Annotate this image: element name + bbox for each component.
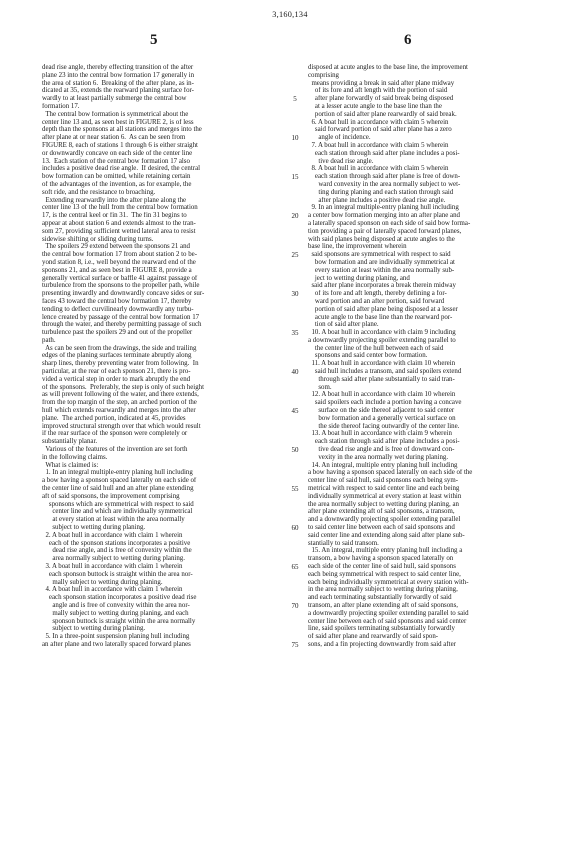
text-line: the center line of said hull and an after plane extending: [42, 485, 194, 493]
text-line: dead rise angle, and is free of convexity within the: [42, 547, 192, 555]
text-line: metrical with respect to said center line and each being: [308, 485, 460, 493]
text-line: center line of said hull, said sponsons each being sym-: [308, 477, 459, 485]
text-line: center line 13 of the hull from the central bow formation: [42, 204, 198, 212]
text-line: bow formation and a generally vertical surface on: [308, 414, 456, 422]
text-line: 13. A boat hull in accordance with claim 9 wherein: [308, 430, 452, 438]
text-line: area normally subject to wetting during planing.: [42, 555, 185, 563]
text-line: a downwardly projecting spoiler extending parallel to said: [308, 609, 469, 617]
text-line: in the area normally subject to wetting during planing,: [308, 586, 458, 594]
line-number: 35: [291, 329, 299, 338]
text-line: subject to wetting during planing.: [42, 524, 146, 532]
line-number: 20: [291, 212, 299, 221]
text-line: subject to wetting during planing.: [42, 625, 146, 633]
text-line: center line and which are individually symmetrical: [42, 508, 193, 516]
text-line: tending to deflect curvilinearly downwardly any turbu-: [42, 305, 194, 313]
text-line: of the sponsons. Preferably, the step is only of such height: [42, 383, 205, 391]
text-line: 1. In an integral multiple-entry planing hull including: [42, 469, 193, 477]
text-line: particular, at the rear of each sponson 21, there is pro-: [42, 368, 191, 376]
text-line: or downwardly concave on each side of the center line: [42, 149, 193, 157]
text-line: center line 13 and, as seen best in FIGURE 2, is of less: [42, 118, 194, 126]
text-line: portion of said after plane being disposed at a lesser: [308, 305, 458, 313]
text-line: a downwardly projecting spoiler extending parallel to: [308, 336, 456, 344]
page-number-right: 6: [404, 32, 412, 48]
line-number: 45: [291, 407, 299, 416]
text-line: as will prevent following of the water, and there extends,: [42, 391, 199, 399]
text-line: lence created by passage of the central bow formation 17: [42, 313, 200, 321]
text-line: every station at least within the area normally sub-: [308, 266, 455, 274]
text-line: base line, the improvement wherein: [308, 243, 407, 251]
right-column: [308, 64, 544, 846]
text-line: As can be seen from the drawings, the side and trailing: [42, 344, 197, 352]
text-line: The central bow formation is symmetrical about the: [42, 110, 189, 118]
text-line: edges of the planing surfaces terminate abruptly along: [42, 352, 192, 360]
text-line: tive dead rise angle.: [308, 157, 374, 165]
text-line: ting during planing and each station through said: [308, 188, 454, 196]
text-line: at every station at least within the area normally: [42, 516, 185, 524]
text-line: sidewise shifting or sliding during turns.: [42, 235, 154, 243]
text-line: said sponsons are symmetrical with respect to said: [308, 251, 451, 259]
text-line: generally vertical surface or baffle 41 against passage of: [42, 274, 198, 282]
text-line: after plane includes a positive dead rise angle.: [308, 196, 446, 204]
text-line: a bow having a sponson spaced laterally on each side of: [42, 477, 197, 485]
text-line: said hull includes a transom, and said spoilers extend: [308, 368, 462, 376]
text-line: includes a positive dead rise angle. If desired, the central: [42, 165, 201, 173]
text-line: soft ride, and the resistance to broaching.: [42, 188, 156, 196]
text-line: the central bow formation 17 from about station 2 to be-: [42, 251, 197, 259]
text-line: The spoilers 29 extend between the sponsons 21 and: [42, 243, 190, 251]
text-line: ward convexity in the area normally subject to wet-: [308, 180, 461, 188]
line-number: 70: [291, 602, 299, 611]
text-line: ject to wetting during planing, and: [308, 274, 410, 282]
text-line: line, said spoilers terminating substantially forwardly: [308, 625, 455, 633]
text-line: 6. A boat hull in accordance with claim 5 wherein: [308, 118, 449, 126]
text-line: transom, an after plane extending aft of said sponsons,: [308, 601, 459, 609]
text-line: 13. Each station of the central bow formation 17 also: [42, 157, 190, 165]
text-line: the side thereof facing outwardly of the center line.: [308, 422, 460, 430]
text-line: dead rise angle, thereby effecting transition of the after: [42, 64, 194, 71]
text-line: Extending rearwardly into the after plane along the: [42, 196, 187, 204]
text-line: in the following claims.: [42, 453, 108, 461]
text-line: 8. A boat hull in accordance with claim 5 wherein: [308, 165, 449, 173]
text-line: plane 23 into the central bow formation 17 generally in: [42, 71, 195, 79]
text-line: mally subject to wetting during planing.: [42, 578, 163, 586]
text-line: an after plane and two laterally spaced forward planes: [42, 640, 191, 648]
text-line: after plane extending aft of said sponsons, a transom,: [308, 508, 455, 516]
text-line: individually symmetrical at every station at least within: [308, 492, 462, 500]
text-line: each of the sponson stations incorporates a positive: [42, 539, 191, 547]
text-line: each being individually symmetrical at every station with-: [308, 578, 469, 586]
line-number-gutter: [284, 64, 306, 846]
text-line: with said planes being disposed at acute angles to the: [308, 235, 455, 243]
text-line: 2. A boat hull in accordance with claim 1 wherein: [42, 531, 183, 539]
text-line: said after plane incorporates a break therein midway: [308, 282, 456, 290]
text-line: path.: [42, 336, 56, 344]
text-line: 11. A boat hull in accordance with claim 10 wherein: [308, 360, 456, 368]
text-line: a center bow formation merging into an after plane and: [308, 212, 460, 220]
text-line: 17, is the central keel or fin 31. The fin 31 begins to: [42, 212, 187, 220]
line-number: 15: [291, 173, 299, 182]
text-line: through the water, and thereby permitting passage of such: [42, 321, 202, 329]
text-line: said forward portion of said after plane has a zero: [308, 126, 452, 134]
text-line: 3. A boat hull in accordance with claim 1 wherein: [42, 563, 183, 570]
text-line: 12. A boat hull in accordance with claim 10 wherein: [308, 391, 456, 399]
text-line: wardly to at least partially submerge the central bow: [42, 95, 187, 103]
line-number: 10: [291, 134, 299, 143]
text-line: a laterally spaced sponson on each side of said bow forma-: [308, 219, 471, 227]
text-line: center line between each of said sponsons and said center: [308, 617, 467, 625]
text-line: if the rear surface of the sponson were completely or: [42, 430, 188, 438]
text-line: and a downwardly projecting spoiler extending parallel: [308, 516, 461, 524]
text-line: through said after plane substantially to said tran-: [308, 375, 455, 383]
line-number: 40: [291, 368, 299, 377]
text-line: tive dead rise angle and is free of downward con-: [308, 446, 455, 454]
text-line: ward portion and an after portion, said forward: [308, 297, 445, 305]
text-line: dicated at 35, extends the rearward planing surface for-: [42, 87, 194, 95]
text-line: appear at about station 6 and extends almost to the tran-: [42, 219, 196, 227]
text-line: plane. The arched portion, indicated at 45, provides: [42, 414, 186, 422]
text-line: sponsons and said center bow formation.: [308, 352, 428, 360]
text-line: bow formation can be omitted, while retaining certain: [42, 173, 191, 181]
text-line: turbulence past the spoilers 29 and out of the propeller: [42, 329, 193, 337]
text-line: each sponson station incorporates a positive dead rise: [42, 594, 197, 602]
text-line: som 27, providing sufficient wetted lateral area to resist: [42, 227, 196, 235]
text-line: after plane at or near station 6. As can be seen from: [42, 134, 186, 142]
line-number: 55: [291, 485, 299, 494]
text-line: turbulence from the sponsons to the propeller path, while: [42, 282, 200, 290]
text-line: of said after plane and rearwardly of said spon-: [308, 633, 439, 641]
text-line: 10. A boat hull in accordance with claim 9 including: [308, 329, 456, 337]
text-line: substantially planar.: [42, 438, 98, 446]
text-line: said spoilers each include a portion having a concave: [308, 399, 462, 407]
text-line: the area normally subject to wetting during planing, an: [308, 500, 459, 508]
text-line: each side of the center line of said hull, said sponsons: [308, 563, 456, 570]
text-line: Various of the features of the invention are set forth: [42, 446, 188, 454]
text-line: 14. An integral, multiple entry planing hull including: [308, 461, 458, 469]
text-line: and each terminating substantially forwardly of said: [308, 594, 452, 602]
text-line: sponsons which are symmetrical with respect to said: [42, 500, 194, 508]
text-line: disposed at acute angles to the base line, the improvement: [308, 64, 468, 71]
text-line: depth than the sponsons at all stations and merges into the: [42, 126, 202, 134]
text-line: said center line and extending along said after plane sub-: [308, 531, 465, 539]
text-line: 4. A boat hull in accordance with claim 1 wherein: [42, 586, 183, 594]
left-column: [42, 64, 278, 846]
text-line: of the advantages of the invention, as for example, the: [42, 180, 192, 188]
text-line: the area of station 6. Breaking of the after plane, as in-: [42, 79, 194, 87]
text-line: bow formation and are individually symmetrical at: [308, 258, 455, 266]
text-line: 15. An integral, multiple entry planing hull including a: [308, 547, 463, 555]
line-number: 50: [291, 446, 299, 455]
text-line: each being symmetrical with respect to said center line,: [308, 570, 461, 578]
text-line: mally subject to wetting during planing, and each: [42, 609, 189, 617]
text-line: tion providing a pair of laterally spaced forward planes,: [308, 227, 462, 235]
text-line: each station through said after plane includes a posi-: [308, 149, 460, 157]
text-line: from the top margin of the step, an arched portion of the: [42, 399, 197, 407]
page-header: [0, 10, 580, 60]
text-line: presenting inwardly and downwardly concave sides or sur-: [42, 290, 205, 298]
text-line: each station through said after plane includes a posi-: [308, 438, 460, 446]
text-line: surface on the side thereof adjacent to said center: [308, 407, 455, 415]
text-line: the center line of the hull between each of said: [308, 344, 444, 352]
page-number-left: 5: [150, 32, 158, 48]
text-line: sons, and a fin projecting downwardly from said after: [308, 640, 456, 648]
text-line: som.: [308, 383, 332, 391]
text-line: each station through said after plane is free of down-: [308, 173, 461, 181]
text-line: angle of incidence.: [308, 134, 371, 142]
text-line: of its fore and aft length with the portion of said: [308, 87, 448, 95]
text-line: 9. In an integral multiple-entry planing hull including: [308, 204, 459, 212]
line-number: 30: [291, 290, 299, 299]
text-line: vexity in the area normally wet during planing.: [308, 453, 449, 461]
text-line: acute angle to the base line than the rearward por-: [308, 313, 453, 321]
text-line: comprising: [308, 71, 340, 79]
line-number: 65: [291, 563, 299, 572]
text-line: to said center line between each of said sponsons and: [308, 524, 455, 532]
text-line: tion of said after plane.: [308, 321, 379, 329]
text-line: transom, a bow having a sponson spaced laterally on: [308, 555, 454, 563]
text-line: 5. In a three-point suspension planing hull including: [42, 633, 190, 641]
text-line: vided a vertical step in order to mark abruptly the end: [42, 375, 191, 383]
text-line: yond station 8, i.e., well beyond the rearward end of the: [42, 258, 196, 266]
text-line: What is claimed is:: [42, 461, 99, 469]
text-line: improved structural strength over that which would result: [42, 422, 201, 430]
text-line: FIGURE 8, each of stations 1 through 6 is either straight: [42, 141, 198, 149]
text-line: formation 17.: [42, 102, 80, 110]
text-line: each sponson buttock is straight within the area nor-: [42, 570, 193, 578]
line-number: 5: [293, 95, 297, 104]
text-line: sharp lines, thereby preventing water from following. In: [42, 360, 199, 368]
text-line: portion of said after plane rearwardly of said break.: [308, 110, 457, 118]
text-line: hull which extends rearwardly and merges into the after: [42, 407, 196, 415]
text-line: at a lesser acute angle to the base line than the: [308, 102, 442, 110]
text-line: after plane forwardly of said break being disposed: [308, 95, 454, 103]
line-number: 25: [291, 251, 299, 260]
text-line: stantially to said transom.: [308, 539, 379, 547]
text-line: of its fore and aft length, thereby defining a for-: [308, 290, 447, 298]
text-line: angle and is free of convexity within the area nor-: [42, 601, 190, 609]
text-line: sponson buttock is straight within the area normally: [42, 617, 196, 625]
line-number: 60: [291, 524, 299, 533]
text-line: faces 43 toward the central bow formation 17, thereby: [42, 297, 192, 305]
line-number: 75: [291, 641, 299, 650]
text-line: 7. A boat hull in accordance with claim 5 wherein: [308, 141, 449, 149]
text-line: sponsons 21, and as seen best in FIGURE 8, provide a: [42, 266, 192, 274]
text-line: aft of said sponsons, the improvement comprising: [42, 492, 180, 500]
text-line: a bow having a sponson spaced laterally on each side of the: [308, 469, 473, 477]
text-line: means providing a break in said after plane midway: [308, 79, 455, 87]
patent-number: 3,160,134: [272, 10, 308, 19]
